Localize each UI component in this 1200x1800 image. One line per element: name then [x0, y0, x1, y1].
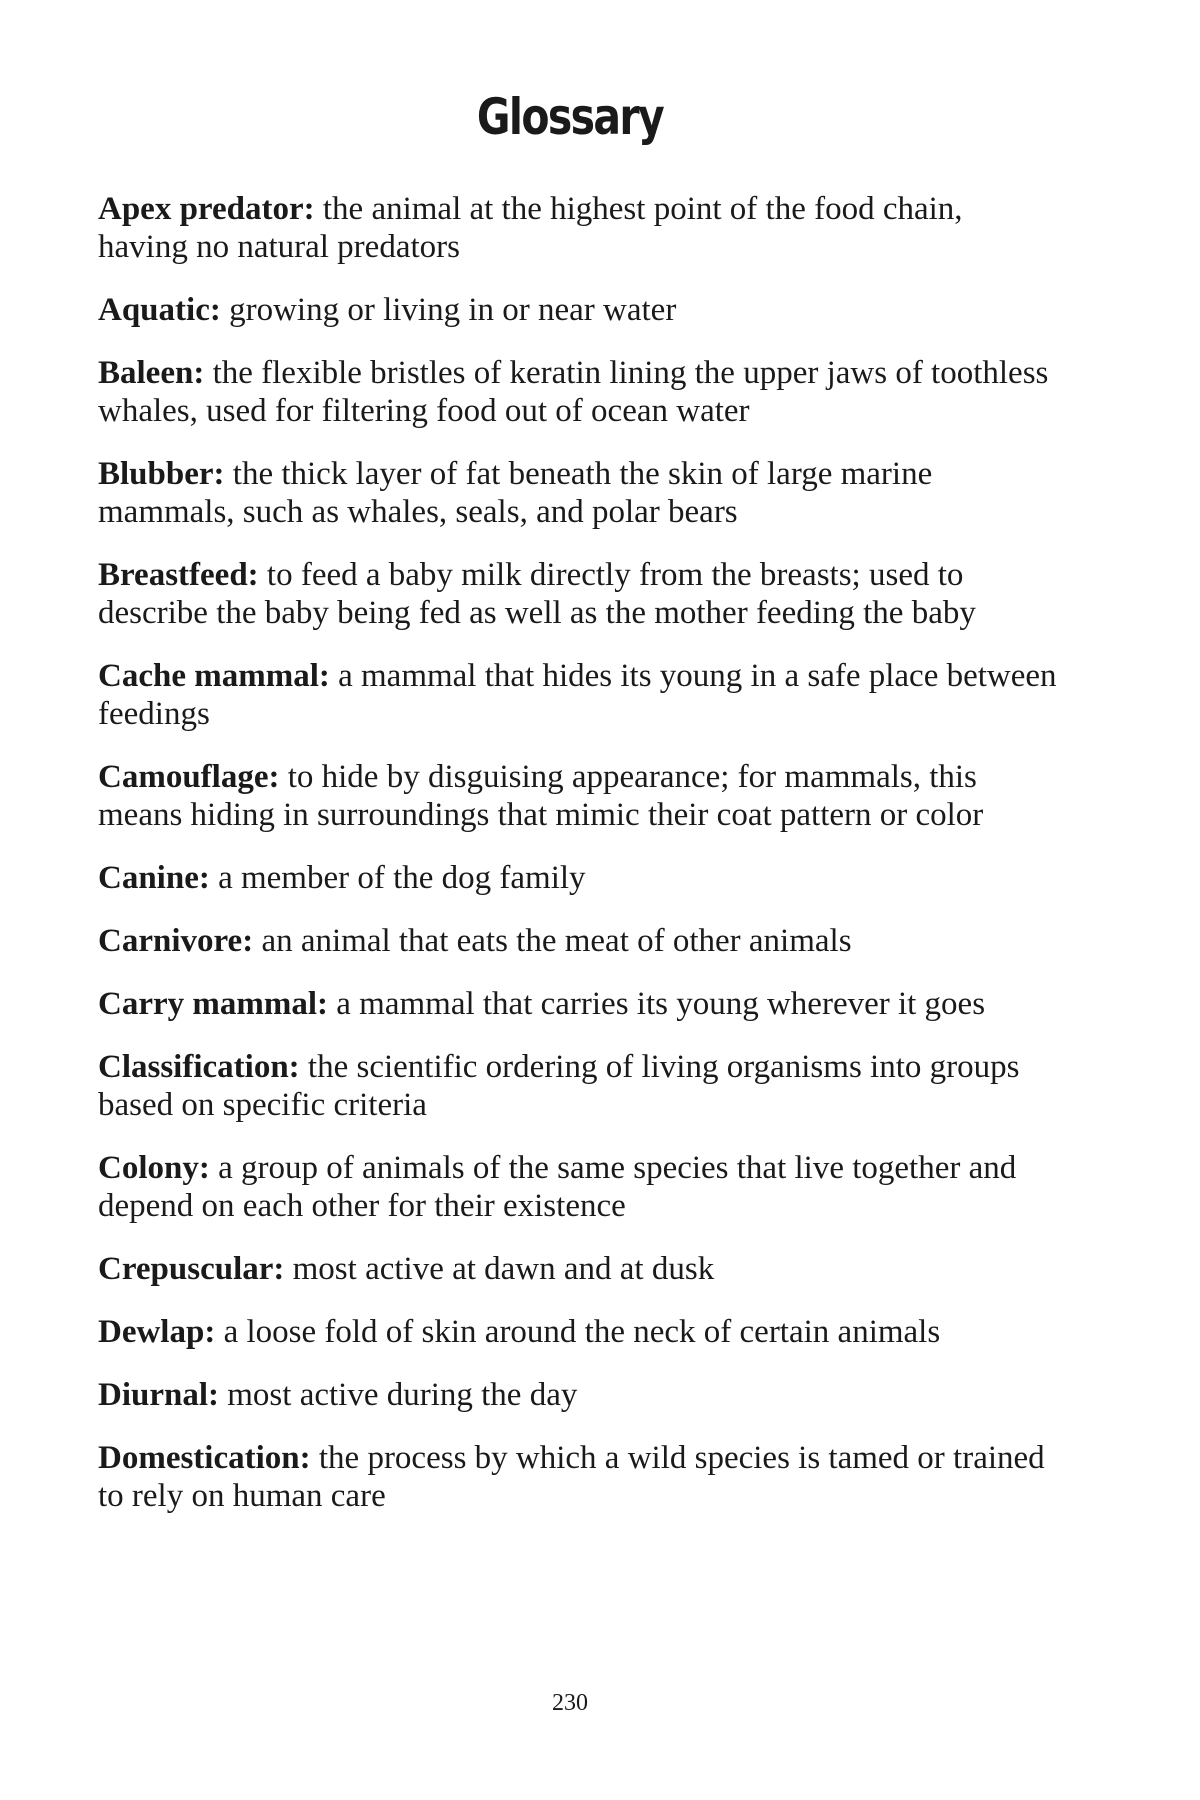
- glossary-definition: to hide by disguising appearance; for mammals, this means hiding in surroundings that mimic their coat pattern or color: [98, 759, 984, 833]
- glossary-term: Apex predator:: [98, 191, 315, 227]
- glossary-definition: to feed a baby milk directly from the breasts; used to describe the baby being fed as well as the mother feeding the baby: [98, 557, 976, 631]
- glossary-entry: [98, 657, 1058, 733]
- glossary-definition: a mammal that hides its young in a safe place between feedings: [98, 658, 1057, 732]
- glossary-entry: [98, 985, 1058, 1023]
- glossary-term: Crepuscular:: [98, 1251, 285, 1287]
- glossary-term: Baleen:: [98, 355, 205, 391]
- glossary-term: Diurnal:: [98, 1377, 220, 1413]
- glossary-entry: [98, 1149, 1058, 1225]
- glossary-term: Colony:: [98, 1150, 210, 1186]
- glossary-entry: [98, 354, 1058, 430]
- glossary-term: Domestication:: [98, 1440, 311, 1476]
- glossary-term: Canine:: [98, 860, 210, 896]
- glossary-definition: the animal at the highest point of the food chain, having no natural predators: [98, 191, 963, 265]
- glossary-entry: [98, 1313, 1058, 1351]
- glossary-entry: [98, 190, 1058, 266]
- glossary-entry: [98, 758, 1058, 834]
- glossary-term: Carry mammal:: [98, 986, 329, 1022]
- glossary-list: [98, 190, 1058, 1540]
- glossary-entry: [98, 1250, 1058, 1288]
- glossary-definition: most active during the day: [227, 1377, 578, 1413]
- glossary-entry: [98, 922, 1058, 960]
- glossary-term: Carnivore:: [98, 923, 254, 959]
- glossary-term: Classification:: [98, 1049, 300, 1085]
- glossary-definition: a loose fold of skin around the neck of certain animals: [223, 1314, 941, 1350]
- page-title: Glossary: [476, 88, 664, 146]
- glossary-entry: [98, 556, 1058, 632]
- glossary-term: Cache mammal:: [98, 658, 330, 694]
- glossary-definition: the thick layer of fat beneath the skin of large marine mammals, such as whales, seals, and polar bears: [98, 456, 933, 530]
- glossary-entry: [98, 1376, 1058, 1414]
- glossary-entry: [98, 455, 1058, 531]
- glossary-term: Aquatic:: [98, 292, 221, 328]
- glossary-definition: the flexible bristles of keratin lining the upper jaws of toothless whales, used for filtering food out of ocean water: [98, 355, 1049, 429]
- glossary-term: Dewlap:: [98, 1314, 216, 1350]
- glossary-term: Breastfeed:: [98, 557, 259, 593]
- glossary-definition: growing or living in or near water: [229, 292, 677, 328]
- glossary-entry: [98, 1439, 1058, 1515]
- glossary-definition: a member of the dog family: [218, 860, 586, 896]
- page-number: 230: [552, 1690, 588, 1716]
- glossary-entry: [98, 859, 1058, 897]
- glossary-entry: [98, 291, 1058, 329]
- glossary-definition: a mammal that carries its young wherever it goes: [336, 986, 986, 1022]
- glossary-entry: [98, 1048, 1058, 1124]
- glossary-definition: the scientific ordering of living organisms into groups based on specific criteria: [98, 1049, 1020, 1123]
- glossary-definition: most active at dawn and at dusk: [292, 1251, 715, 1287]
- glossary-term: Blubber:: [98, 456, 225, 492]
- glossary-term: Camouflage:: [98, 759, 280, 795]
- glossary-definition: the process by which a wild species is tamed or trained to rely on human care: [98, 1440, 1045, 1514]
- glossary-definition: a group of animals of the same species that live together and depend on each other for their existence: [98, 1150, 1017, 1224]
- glossary-definition: an animal that eats the meat of other animals: [261, 923, 852, 959]
